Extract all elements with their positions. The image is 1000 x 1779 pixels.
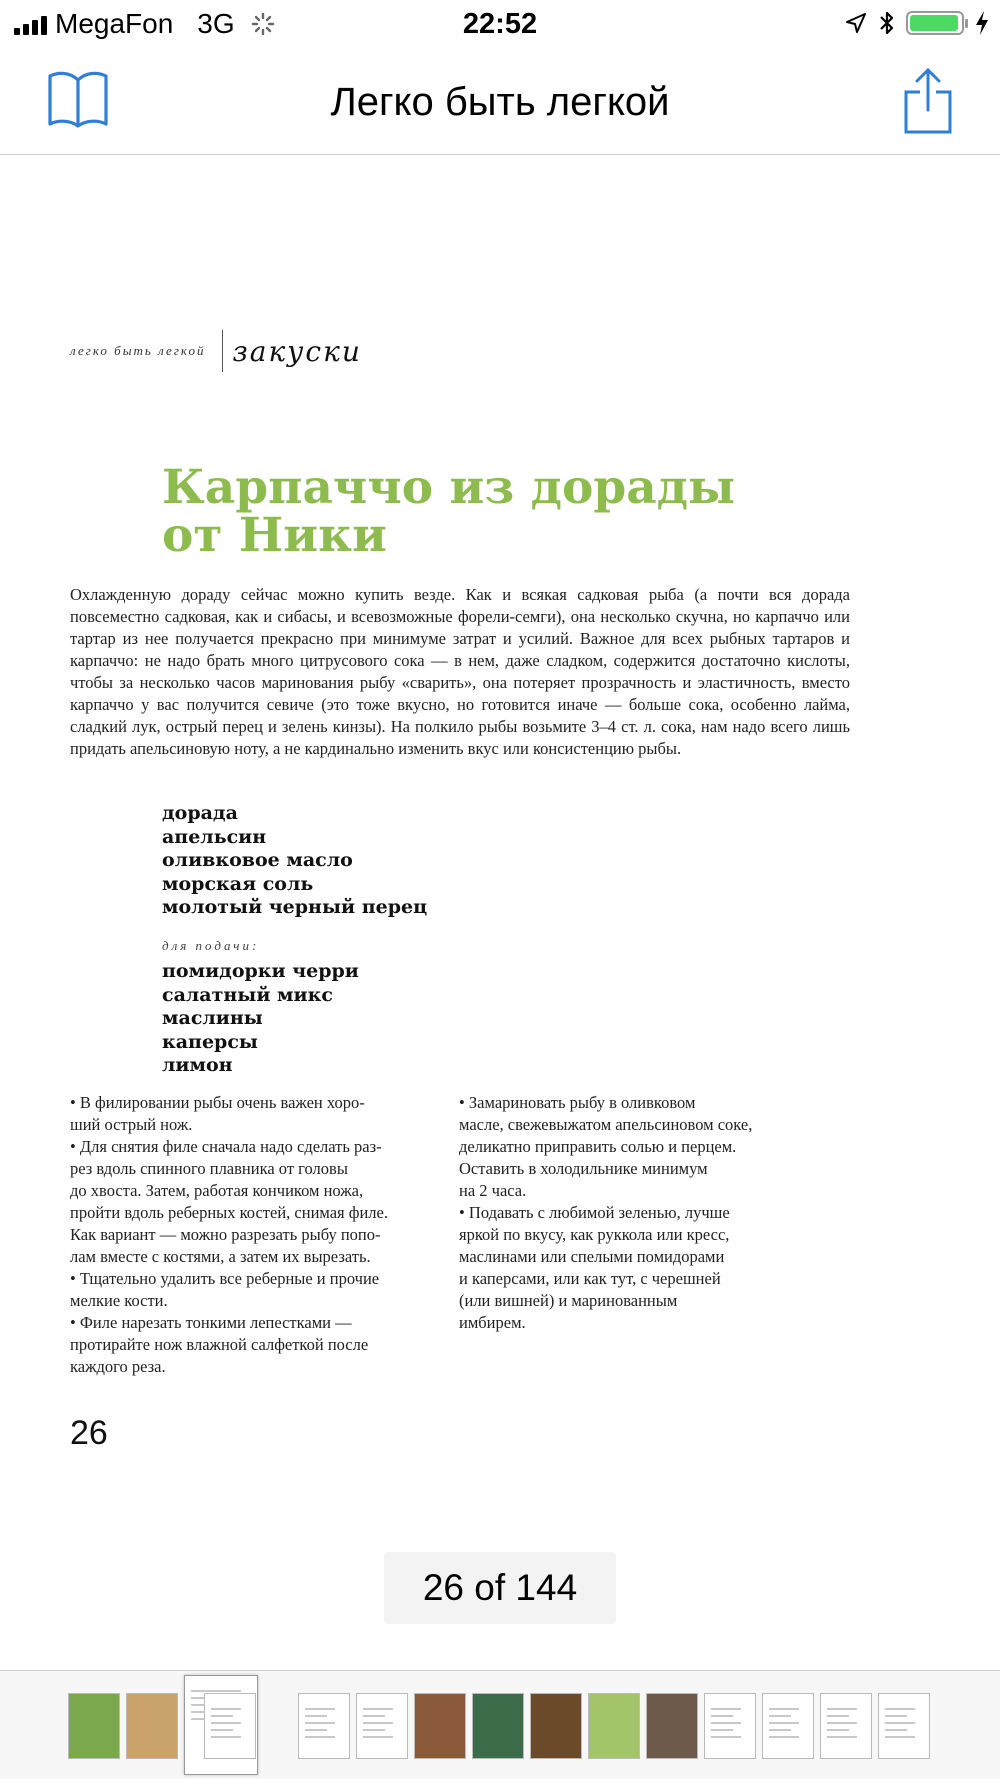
- share-icon[interactable]: [902, 68, 954, 134]
- section-name: закуски: [232, 334, 362, 368]
- bluetooth-icon: [878, 10, 896, 36]
- thumbnail-text-line: [827, 1722, 857, 1724]
- header-divider: [222, 330, 223, 372]
- intro-paragraph: Охлажденную дораду сейчас можно купить везде. Как и всякая садковая рыба (а почти вся дорада повсеместно садковая, как и сибасы, и всевозможные форели-семги), она несколько скучна, но карпаччо или тартар из нее получается прекрасно при минимуме затрат и усилий. Важное для всех рыбных тартаров и карпаччо: не надо брать много цитрусового сока — в нем, даже сладком, содержится достаточно кислоты, чтобы за несколько часов маринования рыбу «сварить», она потеряет прозрачность и эластичность, вместо карпаччо у вас получится севиче (это тоже вкусно, но готовится иначе — больше сока, особенно лайма, сладкий лук, острый перец и зелень кинзы). На полкило рыбы возьмите 3–4 ст. л. сока, нам надо всего лишь придать апельсиновую ноту, а не кардинально изменить вкус или консистенцию рыбы.: [70, 585, 850, 758]
- serving-list: [162, 960, 359, 1078]
- serving-item: маслины: [162, 1007, 263, 1029]
- carrier-name: MegaFon: [55, 8, 174, 39]
- thumbnail-text-line: [827, 1715, 849, 1717]
- thumbnail-text-line: [711, 1736, 741, 1738]
- page-thumbnail[interactable]: [414, 1693, 466, 1759]
- thumbnail-text-line: [211, 1736, 241, 1738]
- page-thumbnail[interactable]: [646, 1693, 698, 1759]
- page-thumbnail[interactable]: [472, 1693, 524, 1759]
- serving-item: помидорки черри: [162, 960, 359, 982]
- thumbnail-text-line: [885, 1722, 915, 1724]
- status-time: 22:52: [462, 8, 538, 40]
- step-line: мелкие кости.: [70, 1291, 168, 1310]
- thumbnail-text-line: [769, 1729, 791, 1731]
- thumbnail-text-line: [363, 1736, 393, 1738]
- step-line: ший острый нож.: [70, 1115, 193, 1134]
- serving-item: лимон: [162, 1054, 233, 1076]
- step-line: (или вишней) и маринованным: [459, 1291, 678, 1310]
- thumbnail-text-line: [885, 1729, 907, 1731]
- recipe-title-line: от Ники: [162, 508, 387, 563]
- ingredient-item: апельсин: [162, 825, 267, 848]
- battery-icon: [906, 11, 964, 35]
- ingredient-item: дорада: [162, 802, 238, 824]
- recipe-title-line: Карпаччо из дорады: [162, 460, 736, 515]
- thumbnail-text-line: [305, 1708, 335, 1710]
- step-line: • Тщательно удалить все реберные и прочие: [70, 1269, 380, 1288]
- running-head-text: легко быть легкой: [70, 343, 206, 358]
- navigation-bar: [0, 50, 1000, 155]
- serving-item: каперсы: [162, 1030, 258, 1053]
- step-line: маслинами или спелыми помидорами: [459, 1247, 725, 1266]
- step-line: масле, свежевыжатом апельсиновом соке,: [459, 1115, 753, 1134]
- thumbnail-text-line: [711, 1729, 733, 1731]
- printed-page-number: 26: [70, 1414, 108, 1452]
- step-line: • Подавать с любимой зеленью, лучше: [459, 1203, 730, 1222]
- step-line: рез вдоль спинного плавника от головы: [70, 1159, 348, 1178]
- network-type: 3G: [197, 8, 235, 39]
- step-line: лам вместе с костями, а затем их вырезать.: [70, 1247, 371, 1266]
- thumbnail-text-line: [211, 1722, 241, 1724]
- recipe-title: [162, 460, 736, 563]
- thumbnail-text-line: [191, 1690, 241, 1692]
- thumbnail-text-line: [211, 1729, 233, 1731]
- thumbnail-text-line: [885, 1708, 915, 1710]
- step-line: имбирем.: [459, 1313, 526, 1332]
- thumbnail-text-line: [769, 1736, 799, 1738]
- thumbnail-text-line: [363, 1722, 393, 1724]
- steps-column-right: [459, 1092, 752, 1334]
- step-line: деликатно приправить солью и перцем.: [459, 1137, 737, 1156]
- thumbnail-text-line: [769, 1708, 799, 1710]
- page-thumbnail[interactable]: [588, 1693, 640, 1759]
- serving-item: салатный микс: [162, 983, 333, 1006]
- page-thumbnail[interactable]: [298, 1693, 350, 1759]
- steps-column-left: [70, 1092, 388, 1378]
- thumbnail-text-line: [827, 1708, 857, 1710]
- thumbnail-text-line: [711, 1715, 733, 1717]
- charging-bolt-icon: [974, 10, 990, 36]
- running-header: [70, 330, 362, 372]
- step-line: • Филе нарезать тонкими лепестками —: [70, 1313, 352, 1332]
- thumbnail-text-line: [711, 1722, 741, 1724]
- ingredient-list: [162, 802, 427, 920]
- step-line: • Замариновать рыбу в оливковом: [459, 1093, 696, 1112]
- thumbnail-text-line: [363, 1708, 393, 1710]
- serving-label: для подачи:: [162, 938, 260, 953]
- ingredient-item: оливковое масло: [162, 849, 353, 871]
- location-arrow-icon: [844, 11, 868, 35]
- page-indicator: 26 of 144: [384, 1552, 616, 1624]
- thumbnail-text-line: [711, 1708, 741, 1710]
- thumbnail-text-line: [769, 1715, 791, 1717]
- step-line: Оставить в холодильнике минимум: [459, 1159, 708, 1178]
- status-right: [844, 10, 990, 36]
- thumbnail-text-line: [769, 1722, 799, 1724]
- step-line: пройти вдоль реберных костей, снимая филе.: [70, 1203, 388, 1222]
- status-bar: [0, 0, 1000, 50]
- step-line: на 2 часа.: [459, 1181, 527, 1200]
- thumbnail-text-line: [363, 1715, 385, 1717]
- page-thumbnail[interactable]: [530, 1693, 582, 1759]
- thumbnail-text-line: [211, 1708, 241, 1710]
- pdf-page[interactable]: [0, 156, 1000, 1666]
- page-thumbnail[interactable]: [762, 1693, 814, 1759]
- page-thumbnail[interactable]: [68, 1693, 120, 1759]
- thumbnail-strip[interactable]: [0, 1670, 1000, 1779]
- ingredient-item: молотый черный перец: [162, 896, 428, 918]
- step-line: протирайте нож влажной салфеткой после: [70, 1335, 369, 1354]
- page-thumbnail[interactable]: [820, 1693, 872, 1759]
- thumbnail-text-line: [885, 1736, 915, 1738]
- thumbnail-text-line: [305, 1736, 335, 1738]
- step-line: • Для снятия филе сначала надо сделать раз-: [70, 1137, 382, 1156]
- step-line: и каперсами, или как тут, с черешней: [459, 1269, 721, 1288]
- ingredient-item: морская соль: [162, 872, 314, 895]
- step-line: до хвоста. Затем, работая кончиком ножа,: [70, 1181, 364, 1200]
- thumbnail-text-line: [305, 1729, 327, 1731]
- thumbnail-text-line: [363, 1729, 385, 1731]
- page-thumbnail[interactable]: [878, 1693, 930, 1759]
- thumbnail-text-line: [305, 1715, 327, 1717]
- thumbnail-text-line: [305, 1722, 335, 1724]
- document-title: Легко быть легкой: [330, 80, 670, 124]
- thumbnail-text-line: [885, 1715, 907, 1717]
- thumbnail-text-line: [211, 1715, 233, 1717]
- page-thumbnail[interactable]: [126, 1693, 178, 1759]
- thumbnail-text-line: [827, 1736, 857, 1738]
- page-thumbnail[interactable]: [204, 1693, 256, 1759]
- step-line: каждого реза.: [70, 1357, 166, 1376]
- step-line: • В филировании рыбы очень важен хоро-: [70, 1093, 365, 1112]
- step-line: яркой по вкусу, как руккола или кресс,: [459, 1225, 730, 1244]
- thumbnail-text-line: [827, 1729, 849, 1731]
- page-thumbnail[interactable]: [356, 1693, 408, 1759]
- page-thumbnail[interactable]: [704, 1693, 756, 1759]
- step-line: Как вариант — можно разрезать рыбу попо-: [70, 1225, 381, 1244]
